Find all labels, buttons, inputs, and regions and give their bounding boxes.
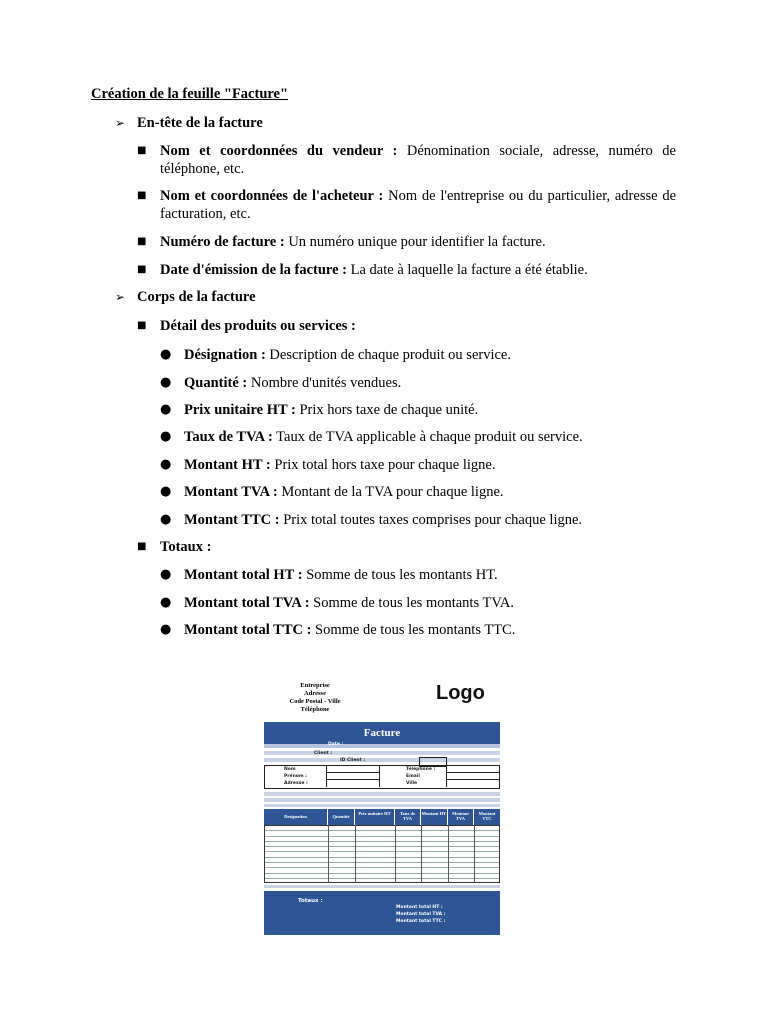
item-label: Montant total TTC :: [184, 622, 312, 638]
column-divider: [474, 825, 475, 883]
item-text: Somme de tous les montants TTC.: [311, 622, 516, 638]
square-bullet-icon: ■: [137, 264, 147, 275]
column-divider: [328, 825, 329, 883]
item-text: Nombre d'unités vendues.: [247, 375, 402, 391]
round-bullet-icon: ●: [160, 622, 172, 637]
round-bullet-icon: ●: [160, 457, 172, 472]
round-bullet-icon: ●: [160, 567, 172, 582]
arrow-bullet-icon: ➢: [115, 290, 126, 304]
item-label: Date d'émission de la facture :: [160, 262, 347, 278]
round-bullet-icon: ●: [160, 484, 172, 499]
square-bullet-icon: ■: [137, 541, 147, 552]
column-divider: [448, 825, 449, 883]
item-text: Prix total toutes taxes comprises pour chaque ligne.: [279, 512, 583, 528]
list-item: [160, 483, 676, 501]
company-name: Entreprise: [300, 682, 330, 689]
total-ht-label: Montant total HT :: [396, 905, 443, 910]
total-tva-label: Montant total TVA :: [396, 912, 446, 917]
item-label: Désignation :: [184, 347, 266, 363]
item-label: Nom et coordonnées de l'acheteur :: [160, 188, 384, 204]
item-label: Montant TVA :: [184, 484, 278, 500]
section-title: Corps de la facture: [137, 289, 256, 305]
item-text: Montant de la TVA pour chaque ligne.: [277, 484, 504, 500]
invoice-email-label: Email: [406, 774, 420, 779]
invoice-client-column: [326, 765, 380, 787]
invoice-adresse-label: Adresse :: [284, 781, 308, 786]
arrow-bullet-icon: ➢: [115, 116, 126, 130]
round-bullet-icon: ●: [160, 429, 172, 444]
invoice-stripe: [264, 751, 500, 755]
column-divider: [421, 825, 422, 883]
invoice-stripe: [264, 792, 500, 796]
item-text: Description de chaque produit ou service.: [265, 347, 511, 363]
column-header: Designation: [264, 809, 328, 825]
section-entete: [115, 115, 263, 132]
round-bullet-icon: ●: [160, 402, 172, 417]
invoice-totals-block: [264, 891, 500, 935]
item-text: Taux de TVA applicable à chaque produit ou service.: [272, 429, 583, 445]
invoice-divider: [446, 772, 500, 773]
company-phone: Téléphone: [300, 706, 330, 713]
column-header: Montant TTC: [478, 811, 496, 821]
round-bullet-icon: ●: [160, 375, 172, 390]
item-label: Prix unitaire HT :: [184, 402, 296, 418]
list-item: [137, 317, 676, 335]
list-item: [160, 428, 676, 446]
invoice-title: Facture: [264, 722, 500, 744]
column-divider: [355, 825, 356, 883]
invoice-telephone-label: Téléphone :: [406, 767, 436, 772]
page-title: Création de la feuille "Facture": [91, 86, 289, 102]
item-label: Totaux :: [160, 539, 212, 555]
list-item: [160, 566, 676, 584]
invoice-template-image: [258, 676, 506, 938]
column-header: Montant HT: [421, 809, 448, 825]
item-label: Détail des produits ou services :: [160, 318, 356, 334]
column-header: Quantité: [328, 809, 355, 825]
list-item: [160, 594, 676, 612]
square-bullet-icon: ■: [137, 320, 147, 331]
invoice-company-block: [272, 682, 358, 714]
item-label: Numéro de facture :: [160, 234, 285, 250]
square-bullet-icon: ■: [137, 236, 147, 247]
invoice-divider: [446, 779, 500, 780]
invoice-stripe: [264, 744, 500, 748]
item-label: Montant total HT :: [184, 567, 303, 583]
item-text: Nom de l'entreprise ou du particulier, adresse de facturation, etc.: [160, 188, 676, 222]
total-ttc-label: Montant total TTC :: [396, 919, 446, 924]
invoice-nom-label: Nom: [284, 767, 296, 772]
item-text: La date à laquelle la facture a été établie.: [347, 262, 588, 278]
totals-list: [396, 904, 446, 925]
totals-label: Totaux :: [298, 898, 323, 904]
list-item: [160, 374, 676, 392]
column-header: Taux de TVA: [395, 809, 421, 825]
list-item: [160, 401, 676, 419]
invoice-stripe: [264, 758, 500, 762]
column-header: Montant TVA: [448, 809, 474, 825]
invoice-stripe: [264, 885, 500, 888]
item-label: Quantité :: [184, 375, 248, 391]
item-label: Montant total TVA :: [184, 595, 310, 611]
list-item: [137, 538, 676, 556]
list-item: [160, 346, 676, 364]
item-text: Dénomination sociale, adresse, numéro de téléphone, etc.: [160, 143, 676, 177]
item-text: Prix total hors taxe pour chaque ligne.: [270, 457, 496, 473]
square-bullet-icon: ■: [137, 190, 147, 201]
section-corps: [115, 289, 256, 306]
item-text: Un numéro unique pour identifier la facture.: [284, 234, 546, 250]
list-item: [160, 456, 676, 474]
item-label: Taux de TVA :: [184, 429, 273, 445]
item-label: Nom et coordonnées du vendeur :: [160, 143, 398, 159]
item-text: Somme de tous les montants HT.: [302, 567, 498, 583]
list-item: [137, 142, 676, 178]
item-label: Montant HT :: [184, 457, 271, 473]
item-text: Somme de tous les montants TVA.: [309, 595, 515, 611]
invoice-id-client-label: ID Client :: [340, 758, 366, 763]
round-bullet-icon: ●: [160, 512, 172, 527]
invoice-divider: [326, 779, 380, 780]
invoice-ville-label: Ville: [406, 781, 418, 786]
square-bullet-icon: ■: [137, 145, 147, 156]
column-header: Prix unitaire HT: [355, 809, 395, 825]
company-postal: Code Postal - Ville: [289, 698, 341, 705]
list-item: [137, 187, 676, 223]
list-item: [137, 261, 676, 279]
item-label: Montant TTC :: [184, 512, 280, 528]
list-item: [137, 233, 676, 251]
section-title: En-tête de la facture: [137, 115, 263, 131]
table-row: [265, 874, 499, 879]
invoice-prenom-label: Prénom :: [284, 774, 307, 779]
round-bullet-icon: ●: [160, 347, 172, 362]
invoice-table-body: [264, 825, 500, 883]
invoice-divider: [326, 772, 380, 773]
column-divider: [395, 825, 396, 883]
list-item: [160, 511, 676, 529]
company-address: Adresse: [304, 690, 326, 697]
invoice-table-header: [264, 809, 500, 825]
invoice-logo: Logo: [436, 682, 485, 704]
invoice-divider: [446, 765, 447, 787]
round-bullet-icon: ●: [160, 595, 172, 610]
list-item: [160, 621, 676, 639]
invoice-date-label: Date :: [328, 742, 344, 747]
invoice-client-label: Client :: [314, 751, 333, 756]
item-text: Prix hors taxe de chaque unité.: [295, 402, 479, 418]
invoice-stripe: [264, 804, 500, 807]
invoice-stripe: [264, 798, 500, 802]
